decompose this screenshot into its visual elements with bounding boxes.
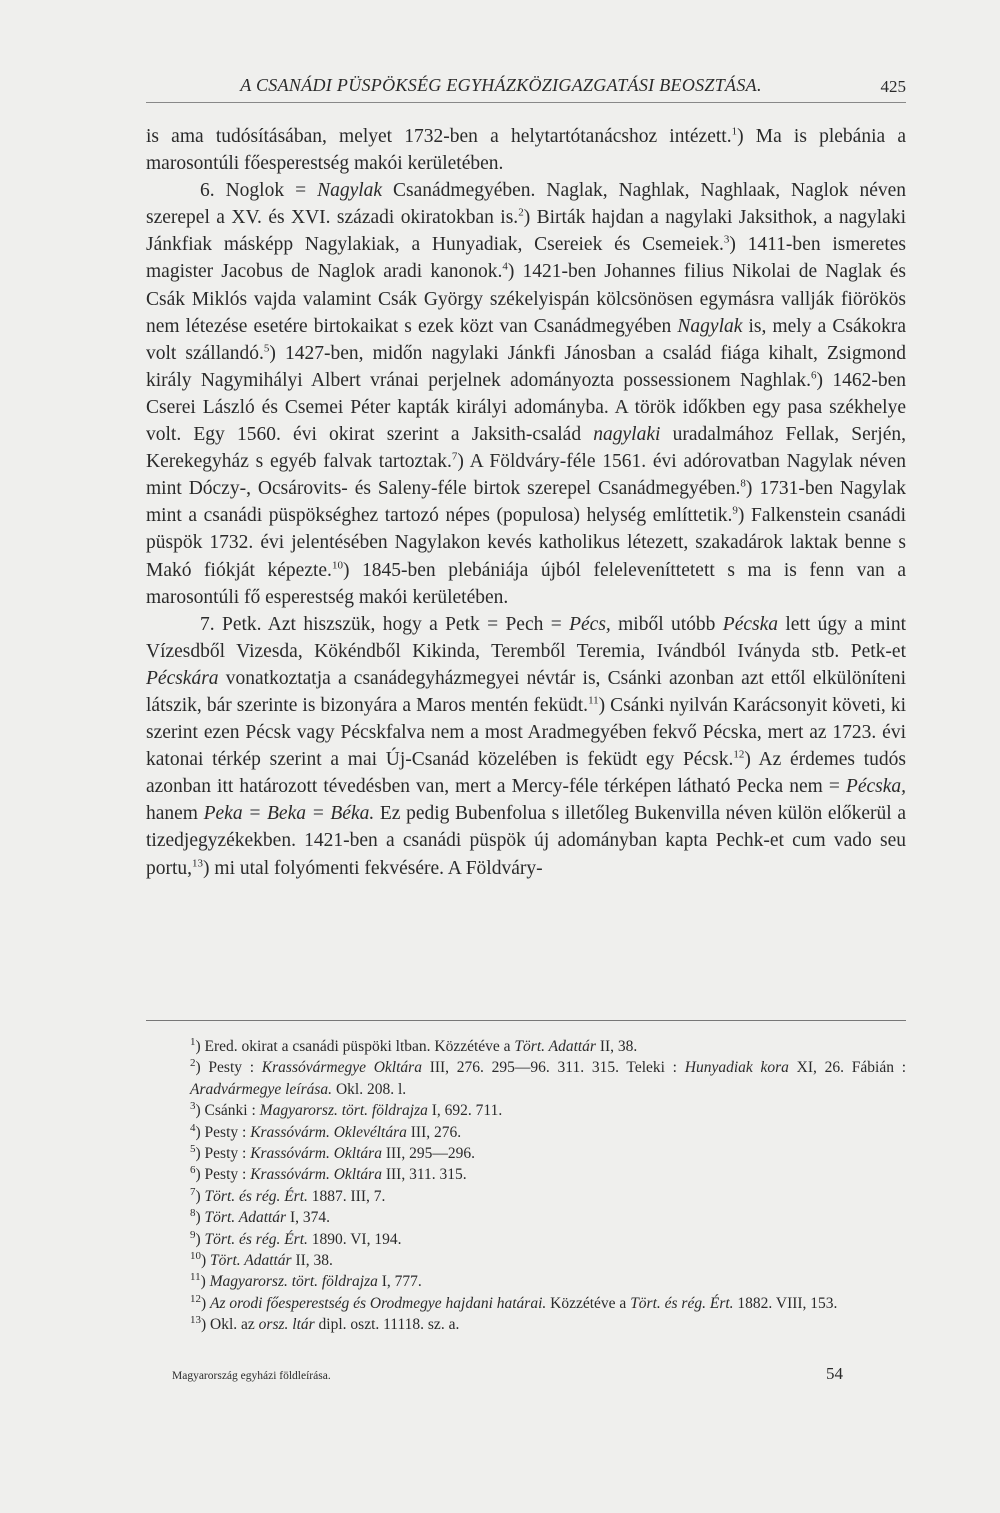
body-text (146, 123, 906, 882)
footnote-ref[interactable]: 12 (733, 748, 745, 761)
italic-span: Az orodi főesperestség és Orodmegye hajdani határai. (210, 1294, 547, 1312)
footnote-mark: 1 (190, 1035, 196, 1048)
italic-span: Pécska, (845, 776, 906, 798)
text-span: ) Birták hajdan a nagylaki Jaksithok, a nagylaki Jánkfiak másképp Nagylakiak, a Hunyadiak, Csereiek és Csemeiek. (146, 207, 906, 256)
italic-span: nagylaki (593, 424, 661, 446)
text-span: ) 1411-ben ismeretes magister Jacobus de Naglok aradi kanonok. (146, 234, 906, 283)
paragraph-1 (146, 123, 906, 177)
footnote-mark: 10 (190, 1249, 201, 1262)
italic-span: Krassóvárm. Okltára (250, 1145, 382, 1163)
text-span: ) (200, 1273, 210, 1291)
text-span: ) Falkenstein csanádi püspök 1732. évi jelentésében Nagylakon kevés katholikus létezett, szakadárok laktak benne s Makó fiókját képezte. (146, 505, 906, 581)
text-span: I, 692. 711. (427, 1102, 503, 1120)
footnote-4 (146, 1122, 906, 1143)
italic-span: Magyarorsz. tört. földrajza (209, 1273, 378, 1291)
running-header (146, 70, 906, 103)
italic-span: Pécs, (569, 613, 611, 635)
italic-span: Tört. Adattár (514, 1038, 596, 1055)
sheet-number: 54 (826, 1364, 843, 1383)
text-span: ) (195, 1187, 205, 1205)
footer-note: Magyarország egyházi földleírása. (172, 1370, 331, 1382)
text-span: XI, 26. Fábián : (788, 1059, 907, 1077)
italic-span: Tört. és rég. Ért. (204, 1187, 308, 1205)
italic-span: Hunyadiak kora (684, 1059, 789, 1077)
text-span: uradalmához Fellak, Serjén, Kerekegyház s egyéb falvak tartoztak. (146, 424, 906, 473)
text-span: ) mi utal folyómenti fekvésére. A Földváry- (203, 857, 543, 879)
footnote-mark: 9 (190, 1228, 196, 1241)
footnote-11 (146, 1271, 906, 1292)
text-span: ) Az érdemes tudós azonban itt határozott tévedésben van, mert a Mercy-féle térképen látható Pecka nem = (146, 749, 906, 798)
text-span: is, mely a Csákokra volt szállandó. (146, 315, 906, 364)
text-span: ) 1845-ben plebániája újból feleleveníttetett s ma is fenn van a marosontúli fő esperestség makói kerületében. (146, 559, 907, 608)
italic-span: Tört. és rég. Ért. (204, 1230, 308, 1248)
text-span: ) (201, 1294, 211, 1312)
footnote-ref[interactable]: 2 (518, 206, 524, 219)
text-span: ) Pesty : (195, 1059, 262, 1077)
footnotes (146, 1036, 906, 1336)
footnote-10 (146, 1250, 906, 1271)
footnote-ref[interactable]: 4 (502, 260, 508, 273)
footnote-6 (146, 1164, 906, 1185)
text-span: Okl. 208. l. (332, 1080, 407, 1098)
footnote-ref[interactable]: 13 (192, 857, 204, 870)
text-span: I, 374. (286, 1209, 331, 1227)
footnote-ref[interactable]: 9 (732, 504, 738, 517)
text-span: III, 311. 315. (381, 1166, 467, 1184)
text-span: ) Pesty : (195, 1123, 251, 1141)
italic-span: Krassóvárm. Okltára (250, 1166, 382, 1184)
text-span: ) 1731-ben Nagylak mint a csanádi püspökséghez tartozó népes (populosa) helység említtetik. (146, 478, 906, 527)
footnote-ref[interactable]: 3 (723, 233, 730, 246)
text-span: III, 295—296. (381, 1145, 475, 1163)
text-span: ) 1462-ben Cserei László és Csemei Péter kapták királyi adományba. A török időkben egy pasa székhelye volt. Egy 1560. évi okirat szerint a Jaksith-család (146, 369, 906, 446)
text-span: 1887. III, 7. (307, 1187, 386, 1205)
footnote-5 (146, 1143, 906, 1164)
text-span: Közzétéve a (546, 1294, 631, 1312)
footnote-mark: 13 (190, 1314, 201, 1327)
footnote-8 (146, 1207, 906, 1228)
text-span: ) Okl. az (201, 1316, 259, 1334)
text-span: Csanádmegyében. Naglak, Naghlak, Naghlaak, Naglok néven szerepel a XV. és XVI. századi okiratokban is. (146, 180, 906, 229)
text-span: 6. Noglok = (200, 180, 318, 202)
footnote-1 (146, 1036, 906, 1057)
text-span: is ama tudósításában, melyet 1732-ben a helytartótanácshoz intézett. (146, 126, 732, 147)
footnote-mark: 6 (190, 1164, 196, 1177)
text-span: Ez pedig Bubenfolua s illetőleg Bukenvilla néven külön előkerül a tizedjegyzékekben. 1421-ben a csanádi püspök új adományban kapta Pechk-et cum vado seu portu, (146, 803, 906, 879)
text-span: ) (195, 1230, 205, 1248)
italic-span: Pécskára (146, 667, 219, 689)
italic-span: Tört. Adattár (204, 1209, 287, 1227)
footnote-9 (146, 1229, 906, 1250)
text-span: III, 276. (406, 1123, 462, 1141)
text-span: ) Csánki nyilván Karácsonyit követi, ki szerint ezen Pécsk vagy Pécskfalva nem a most Aradmegyében fekvő Pécska, mert az 1723. évi katonai térkép szerint a mai Új-Csanád közelében is feküdt egy Pécsk. (146, 694, 906, 771)
paragraph-nagylak (146, 177, 906, 611)
footnote-mark: 2 (190, 1057, 196, 1070)
footnote-2 (146, 1057, 906, 1100)
text-span: ) Ma is plebánia a marosontúli főesperestség makói kerületében. (146, 126, 906, 175)
italic-span: orsz. ltár (258, 1316, 315, 1334)
footnote-ref[interactable]: 10 (331, 559, 343, 571)
text-span: ) Pesty : (195, 1166, 251, 1184)
page-number: 425 (880, 77, 906, 96)
italic-span: Aradvármegye leírása. (190, 1080, 333, 1098)
text-span: ) (195, 1209, 205, 1227)
italic-span: Krassóvármegye Okltára (261, 1059, 422, 1077)
text-span: II, 38. (291, 1252, 333, 1270)
text-span: dipl. oszt. 11118. sz. a. (314, 1316, 460, 1334)
paragraph-petk (146, 611, 906, 882)
footnote-ref[interactable]: 7 (451, 450, 458, 463)
footnote-7 (146, 1186, 906, 1207)
footnote-mark: 4 (190, 1121, 196, 1134)
footnote-12 (146, 1293, 906, 1314)
footnote-ref[interactable]: 6 (810, 369, 817, 382)
footnote-mark: 3 (190, 1100, 196, 1113)
text-span: ) Csánki : (195, 1102, 260, 1120)
italic-span: Tört. Adattár (210, 1252, 292, 1270)
italic-span: Pécska (722, 613, 778, 635)
italic-span: Nagylak (677, 315, 743, 337)
italic-span: Magyarorsz. tört. földrajza (259, 1102, 428, 1120)
footnote-13 (146, 1314, 906, 1335)
footnote-mark: 7 (190, 1185, 196, 1198)
text-span: II, 38. (595, 1038, 638, 1055)
text-span: miből utóbb (610, 613, 723, 635)
text-span: ) Pesty : (195, 1145, 251, 1163)
text-span: I, 777. (377, 1273, 422, 1291)
text-span: 7. Petk. Azt hiszszük, hogy a Petk = Pech = (200, 613, 570, 635)
italic-span: Peka = Beka = Béka. (203, 803, 375, 825)
text-span: III, 276. 295—96. 311. 315. Teleki : (421, 1059, 685, 1077)
footnote-ref[interactable]: 5 (263, 342, 270, 355)
text-span: vonatkoztatja a csanádegyházmegyei névtár is, Csánki azonban azt ettől elkülöníteni látszik, bár szerinte is bizonyára a Maros mentén feküdt. (146, 667, 906, 716)
footnote-mark: 8 (190, 1207, 196, 1220)
italic-span: Tört. és rég. Ért. (630, 1294, 734, 1312)
footnote-mark: 11 (190, 1271, 201, 1284)
text-span: ) 1421-ben Johannes filius Nikolai de Naglak és Csák Miklós vajda valamint Csák György székelyispán kölcsönösen egymásra vallják fiörökös nem létezése esetére birtokaikat s ezek közt van Csanádmegyében (146, 261, 906, 337)
footnote-3 (146, 1100, 906, 1121)
footnote-mark: 12 (190, 1292, 201, 1305)
text-span: 1890. VI, 194. (307, 1230, 402, 1248)
italic-span: Krassóvárm. Oklevéltára (250, 1123, 407, 1141)
running-title: A CSANÁDI PÜSPÖKSÉG EGYHÁZKÖZIGAZGATÁSI BEOSZTÁSA. (240, 75, 762, 95)
text-span: 1882. VIII, 153. (733, 1294, 838, 1312)
footnote-divider (146, 1020, 906, 1021)
footnote-mark: 5 (190, 1142, 196, 1155)
italic-span: Nagylak (317, 180, 383, 202)
text-span: ) A Földváry-féle 1561. évi adórovatban Nagylak néven mint Dóczy-, Ocsárovits- és Saleny-féle birtok szerepel Csanádmegyében. (146, 451, 907, 500)
footnote-ref[interactable]: 1 (731, 125, 738, 138)
text-span: hanem (146, 803, 204, 825)
text-span: lett úgy a mint Vízesdből Vizesda, Kökéndből Kikinda, Teremből Teremia, Ivándból Iványda stb. Petk-et (146, 613, 907, 662)
text-span: ) Ered. okirat a csanádi püspöki ltban. Közzétéve a (195, 1038, 515, 1055)
text-span: ) (201, 1252, 211, 1270)
text-span: ) 1427-ben, midőn nagylaki Jánkfi Jánosban a család fiága kihalt, Zsigmond király Nagymihályi Albert vránai perjelnek adományozta possessionem Naghlak. (146, 342, 906, 391)
footnote-ref[interactable]: 8 (740, 477, 746, 490)
footnote-ref[interactable]: 11 (588, 694, 599, 707)
